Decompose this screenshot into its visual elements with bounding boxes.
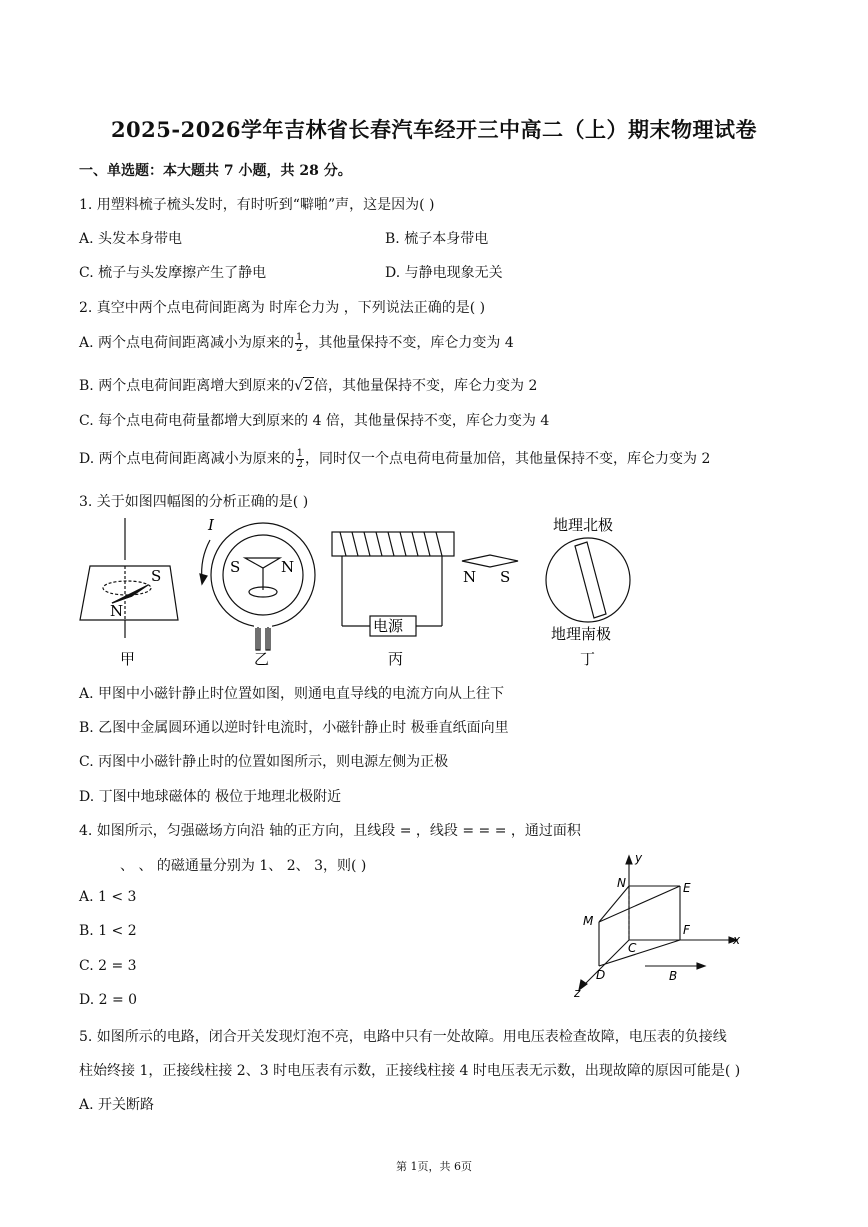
q4-figure — [565, 850, 755, 1000]
q1-option-a: A. 头发本身带电 — [79, 231, 183, 247]
point-F: F — [683, 923, 690, 937]
fig-bing-S: S — [500, 568, 511, 586]
q4-stem-line1: 4. 如图所示，匀强磁场方向沿 轴的正方向，且线段 = ，线段 = = = ，通过面积 — [79, 823, 581, 839]
figure-ding — [546, 538, 630, 622]
q3-option-d: D. 丁图中地球磁体的 极位于地理北极附近 — [79, 789, 342, 805]
q2-stem: 2. 真空中两个点电荷间距离为 时库仑力为 ，下列说法正确的是( ) — [79, 300, 486, 316]
q2-option-c: C. 每个点电荷电荷量都增大到原来的 4 倍，其他量保持不变，库仑力变为 4 — [79, 413, 550, 429]
section-heading: 一、单选题：本大题共 7 小题，共 28 分。 — [79, 163, 352, 179]
page-title: 2025-2026学年吉林省长春汽车经开三中高二（上）期末物理试卷 — [110, 117, 758, 142]
q4-option-b: B. 1 < 2 — [79, 923, 137, 939]
q3-option-a: A. 甲图中小磁针静止时位置如图，则通电直导线的电流方向从上往下 — [79, 686, 505, 702]
q4-stem-line2: 、 、 的磁通量分别为 1、 2、 3，则( ) — [120, 858, 367, 874]
q5-stem-line2: 柱始终接 1，正接线柱接 2、3 时电压表有示数，正接线柱接 4 时电压表无示数，出现故障的原因可能是( ) — [79, 1063, 741, 1079]
point-D: D — [596, 968, 606, 982]
fig-yi-S: S — [230, 558, 241, 576]
sqrt-symbol: √ — [294, 378, 304, 394]
fig-yi-label: 乙 — [254, 650, 270, 668]
point-M: M — [583, 914, 594, 928]
fraction — [295, 333, 303, 354]
q1-stem: 1. 用塑料梳子梳头发时，有时听到“噼啪”声，这是因为( ) — [79, 197, 435, 213]
figure-yi — [200, 523, 315, 650]
fraction-denominator: 2 — [296, 458, 304, 470]
square-root — [294, 378, 314, 394]
fig-jia-S: S — [151, 567, 162, 585]
fig-bing-N: N — [463, 568, 477, 586]
q2-option-b — [79, 375, 537, 395]
fraction-numerator: 1 — [296, 331, 303, 343]
q2-a-post: ，其他量保持不变，库仑力变为 4 — [304, 335, 514, 351]
fig-yi-N: N — [281, 558, 295, 576]
figure-bing — [332, 532, 518, 636]
fig-jia-N: N — [110, 602, 124, 620]
point-E: E — [683, 881, 691, 895]
q2-d-pre: D. 两个点电荷间距离减小为原来的 — [79, 451, 295, 467]
fig-bing-power: 电源 — [373, 617, 404, 635]
q4-option-a: A. 1 < 3 — [79, 889, 137, 905]
point-C: C — [628, 941, 637, 955]
q4-option-d: D. 2 = 0 — [79, 992, 138, 1008]
q4-option-c: C. 2 = 3 — [79, 958, 137, 974]
axis-y-label: y — [635, 851, 643, 865]
q2-b-post: 倍，其他量保持不变，库仑力变为 2 — [314, 378, 538, 394]
q2-a-pre: A. 两个点电荷间距离减小为原来的 — [79, 335, 295, 351]
q5-option-a: A. 开关断路 — [79, 1097, 155, 1113]
q2-d-post: ，同时仅一个点电荷电荷量加倍，其他量保持不变，库仑力变为 2 — [305, 451, 711, 467]
fig-ding-north: 地理北极 — [553, 516, 614, 534]
axis-x-label: x — [733, 933, 741, 947]
fig-ding-south: 地理南极 — [551, 625, 612, 643]
fig-jia-label: 甲 — [120, 650, 136, 668]
q5-stem-line1: 5. 如图所示的电路，闭合开关发现灯泡不亮，电路中只有一处故障。用电压表检查故障，电压表的负接线 — [79, 1029, 727, 1045]
q1-option-b: B. 梳子本身带电 — [385, 231, 489, 247]
fig-bing-label: 丙 — [388, 650, 404, 668]
field-B-label: B — [669, 969, 678, 983]
q1-option-d: D. 与静电现象无关 — [385, 265, 503, 281]
fig-ding-label: 丁 — [580, 650, 596, 668]
q2-option-a — [79, 332, 514, 354]
q1-option-c: C. 梳子与头发摩擦产生了静电 — [79, 265, 267, 281]
sqrt-radicand: 2 — [304, 378, 314, 394]
axis-z-label: z — [574, 986, 581, 1000]
point-N: N — [617, 876, 626, 890]
q2-option-d — [79, 448, 710, 470]
fraction-denominator: 2 — [296, 342, 303, 354]
fig-yi-I: I — [208, 516, 214, 534]
q2-b-pre: B. 两个点电荷间距离增大到原来的 — [79, 378, 295, 394]
q3-option-c: C. 丙图中小磁针静止时的位置如图所示，则电源左侧为正极 — [79, 754, 449, 770]
page-footer: 第 1页，共 6页 — [396, 1160, 472, 1173]
q3-figures — [70, 510, 650, 675]
fraction — [296, 449, 304, 470]
q3-stem: 3. 关于如图四幅图的分析正确的是( ) — [79, 494, 309, 510]
fraction-numerator: 1 — [296, 447, 304, 459]
figure-jia — [80, 518, 178, 638]
q3-option-b: B. 乙图中金属圆环通以逆时针电流时，小磁针静止时 极垂直纸面向里 — [79, 720, 509, 736]
